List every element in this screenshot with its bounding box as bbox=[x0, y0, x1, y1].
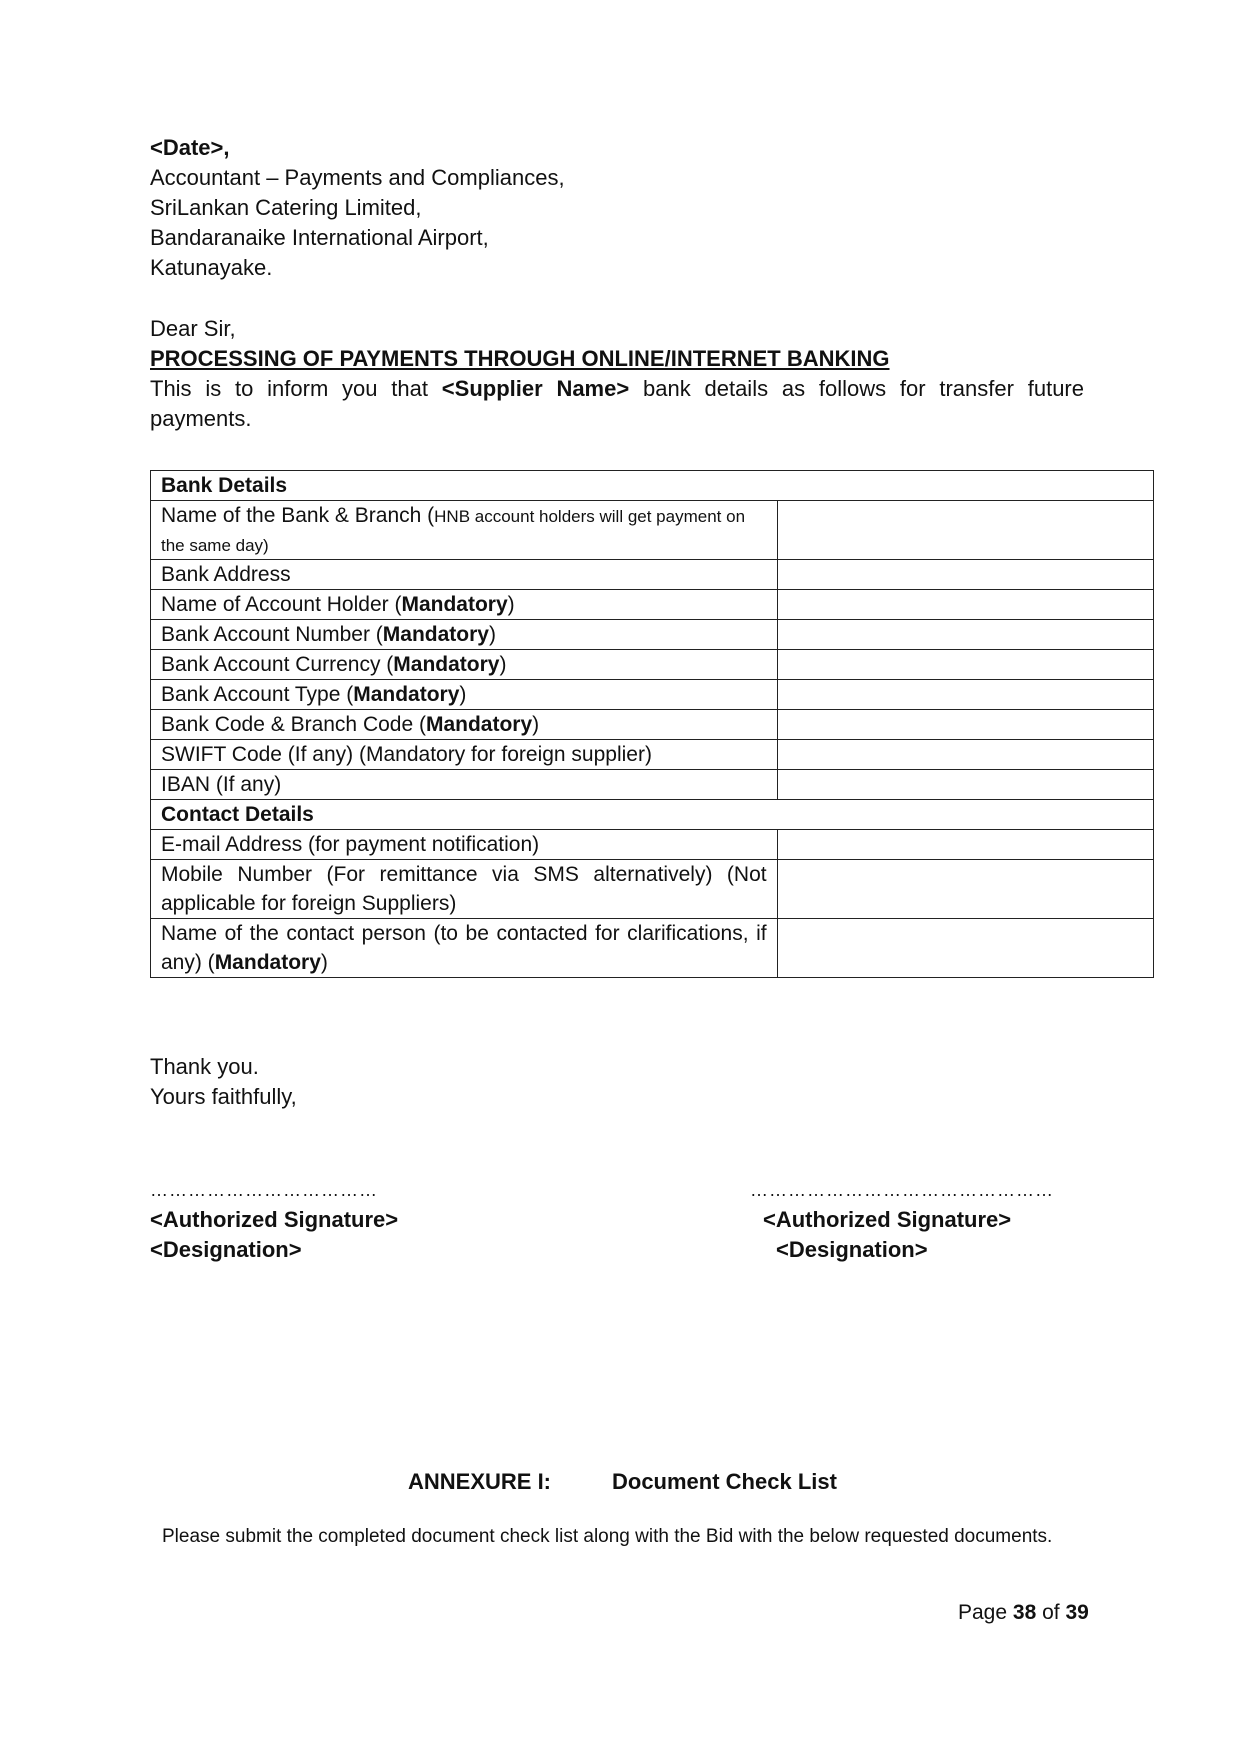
left-designation: <Designation> bbox=[150, 1237, 302, 1262]
supplier-name-placeholder: <Supplier Name> bbox=[441, 376, 630, 401]
left-signature-line: ……………………………… bbox=[150, 1180, 378, 1200]
bank-code-label: Bank Code & Branch Code ( bbox=[161, 713, 426, 736]
bank-name-value-cell[interactable] bbox=[777, 501, 1153, 560]
page-of: of bbox=[1036, 1601, 1066, 1624]
annexure-note: Please submit the completed document check list along with the Bid with the below requested documents. bbox=[162, 1526, 1053, 1547]
current-page: 38 bbox=[1012, 1601, 1037, 1624]
mandatory-tag: Mandatory bbox=[425, 713, 533, 736]
table-row bbox=[151, 800, 1154, 830]
contact-person-label-cell bbox=[151, 919, 778, 978]
mobile-label: Mobile Number (For remittance via SMS alternatively) (Not applicable for foreign Suppliers) bbox=[151, 860, 778, 919]
close-paren: ) bbox=[320, 951, 328, 974]
mandatory-tag: Mandatory bbox=[393, 653, 500, 676]
mandatory-tag: Mandatory bbox=[214, 951, 321, 974]
close-paren: ) bbox=[499, 653, 507, 676]
account-type-label: Bank Account Type ( bbox=[161, 683, 354, 706]
annexure-label: ANNEXURE I: bbox=[408, 1469, 552, 1494]
mandatory-tag: Mandatory bbox=[353, 683, 460, 706]
page-number bbox=[958, 1598, 1089, 1628]
table-row bbox=[151, 471, 1154, 501]
account-number-label-cell bbox=[151, 620, 778, 650]
intro-paragraph bbox=[150, 374, 1084, 434]
contact-person-value-cell[interactable] bbox=[777, 919, 1153, 978]
iban-label: IBAN (If any) bbox=[151, 770, 778, 800]
bank-address-label: Bank Address bbox=[151, 560, 778, 590]
right-designation: <Designation> bbox=[776, 1237, 928, 1262]
page-prefix: Page bbox=[958, 1601, 1013, 1624]
account-currency-label-cell bbox=[151, 650, 778, 680]
table-row bbox=[151, 501, 1154, 560]
address-line-1: Accountant – Payments and Compliances, bbox=[150, 165, 565, 190]
account-number-value-cell[interactable] bbox=[777, 620, 1153, 650]
table-row bbox=[151, 680, 1154, 710]
right-signature-line: ………………………………………… bbox=[750, 1180, 1054, 1200]
swift-value-cell[interactable] bbox=[777, 740, 1153, 770]
total-pages: 39 bbox=[1065, 1601, 1089, 1624]
bank-code-value-cell[interactable] bbox=[777, 710, 1153, 740]
account-currency-label: Bank Account Currency ( bbox=[161, 653, 394, 676]
iban-value-cell[interactable] bbox=[777, 770, 1153, 800]
email-label: E-mail Address (for payment notification) bbox=[151, 830, 778, 860]
bank-code-label-cell bbox=[151, 710, 778, 740]
table-row bbox=[151, 590, 1154, 620]
intro-prefix: This is to inform you that bbox=[150, 376, 442, 401]
intro-suffix: bank details as follows for transfer future payments. bbox=[150, 376, 1084, 431]
table-row bbox=[151, 650, 1154, 680]
table-row bbox=[151, 710, 1154, 740]
yours-faithfully-text: Yours faithfully, bbox=[150, 1084, 297, 1109]
account-holder-label: Name of Account Holder ( bbox=[161, 593, 402, 616]
account-number-label: Bank Account Number ( bbox=[161, 623, 383, 646]
account-type-label-cell bbox=[151, 680, 778, 710]
account-type-value-cell[interactable] bbox=[777, 680, 1153, 710]
table-row bbox=[151, 830, 1154, 860]
annexure-title: Document Check List bbox=[612, 1469, 837, 1494]
bank-details-section-header: Bank Details bbox=[151, 471, 1154, 501]
bank-address-value-cell[interactable] bbox=[777, 560, 1153, 590]
table-row bbox=[151, 770, 1154, 800]
contact-details-section-header: Contact Details bbox=[151, 800, 1154, 830]
account-holder-value-cell[interactable] bbox=[777, 590, 1153, 620]
close-paren: ) bbox=[507, 593, 515, 616]
address-line-4: Katunayake. bbox=[150, 255, 273, 280]
close-paren: ) bbox=[488, 623, 496, 646]
table-row bbox=[151, 860, 1154, 919]
table-row bbox=[151, 740, 1154, 770]
mandatory-tag: Mandatory bbox=[382, 623, 489, 646]
right-authorized-signature: <Authorized Signature> bbox=[763, 1207, 1012, 1232]
bank-details-table bbox=[150, 470, 1154, 978]
account-holder-label-cell bbox=[151, 590, 778, 620]
bank-name-label: Name of the Bank & Branch ( bbox=[161, 504, 435, 527]
address-line-3: Bandaranaike International Airport, bbox=[150, 225, 489, 250]
bank-name-note: HNB account holders will get payment on the same day) bbox=[161, 507, 746, 555]
date-placeholder: <Date>, bbox=[150, 135, 230, 160]
subject-heading: PROCESSING OF PAYMENTS THROUGH ONLINE/INTERNET BANKING bbox=[150, 346, 890, 371]
thank-you-text: Thank you. bbox=[150, 1054, 259, 1079]
email-value-cell[interactable] bbox=[777, 830, 1153, 860]
contact-person-label: Name of the contact person (to be contacted for clarifications, if any) ( bbox=[161, 922, 767, 974]
left-authorized-signature: <Authorized Signature> bbox=[150, 1207, 399, 1232]
mobile-value-cell[interactable] bbox=[777, 860, 1153, 919]
salutation: Dear Sir, bbox=[150, 316, 236, 341]
table-row bbox=[151, 919, 1154, 978]
mandatory-tag: Mandatory bbox=[401, 593, 508, 616]
close-paren: ) bbox=[532, 713, 540, 736]
close-paren: ) bbox=[459, 683, 467, 706]
swift-label: SWIFT Code (If any) (Mandatory for foreign supplier) bbox=[151, 740, 778, 770]
table-row bbox=[151, 560, 1154, 590]
account-currency-value-cell[interactable] bbox=[777, 650, 1153, 680]
bank-name-label-cell bbox=[151, 501, 778, 560]
table-row bbox=[151, 620, 1154, 650]
address-line-2: SriLankan Catering Limited, bbox=[150, 195, 422, 220]
